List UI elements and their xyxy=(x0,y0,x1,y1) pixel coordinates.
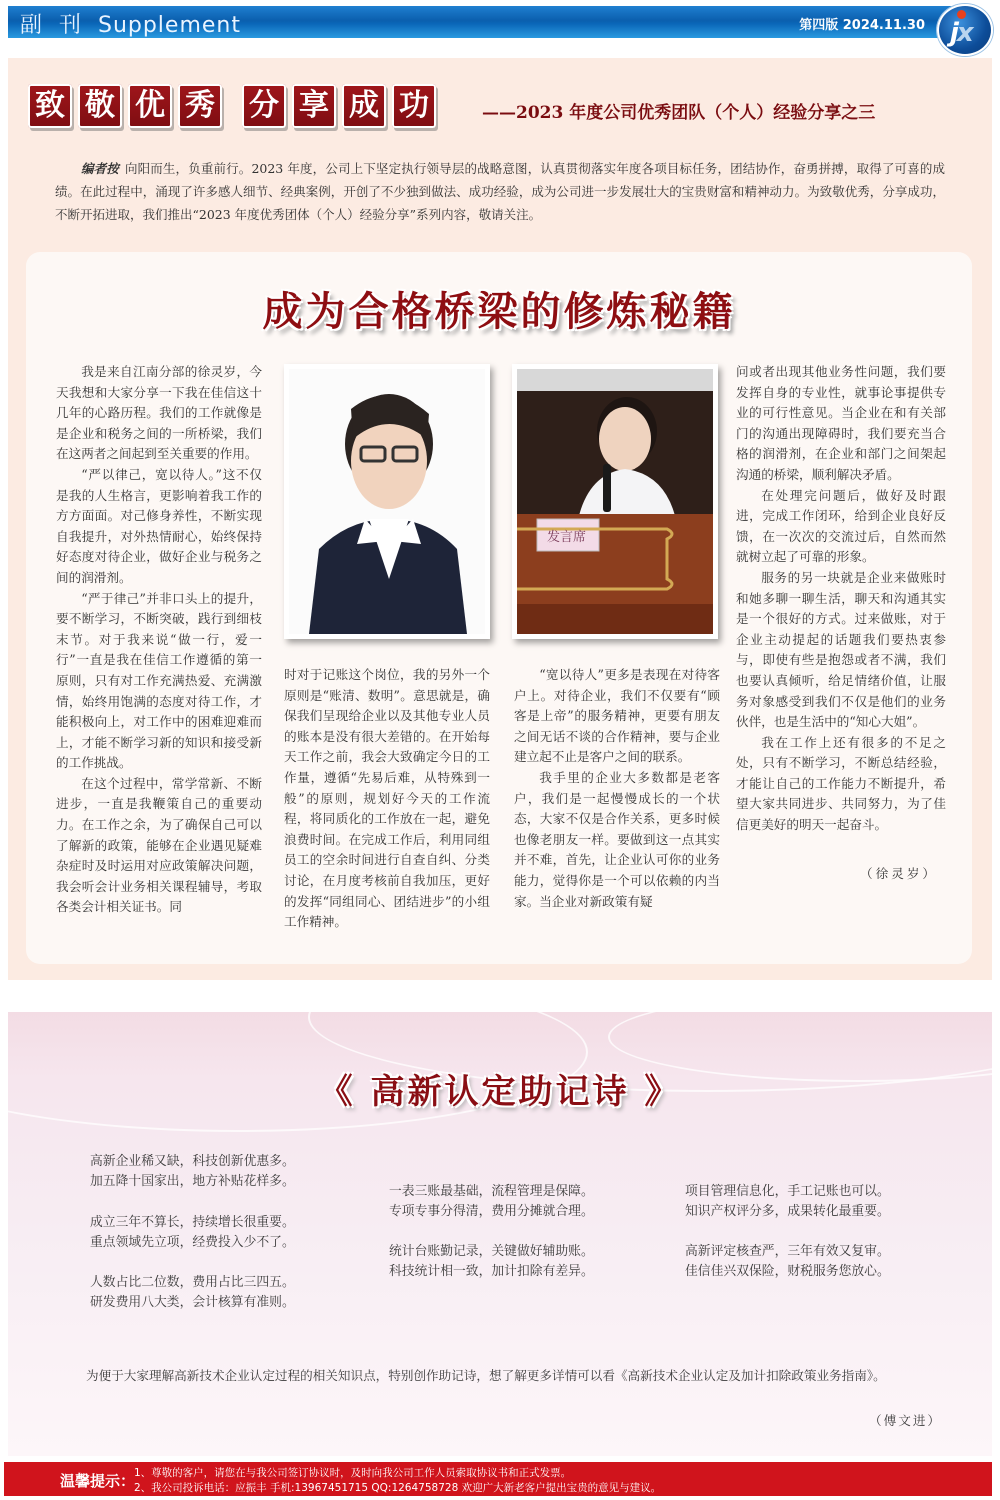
speaker-photo xyxy=(512,364,718,639)
paragraph: “宽以待人”更多是表现在对待客户上。对待企业，我们不仅要有“顾客是上帝”的服务精神，更要有朋友之间无话不谈的合作精神，要与企业建立起不止是客户之间的联系。 xyxy=(514,667,720,765)
article-column-3 xyxy=(514,665,720,912)
notice-footer xyxy=(4,1462,992,1496)
poem-title: 《 高新认定助记诗 》 xyxy=(318,1072,682,1112)
paragraph: “严于律己”并非口头上的提升，要不断学习，不断突破，践行到细枝末节。对于我来说“做一行，爱一行”一直是我在佳信工作遵循的第一原则，只有对工作充满热爱、充满激情，始终用饱满的态度对待工作，才能积极向上，对工作中的困难迎难而上，才能不断学习新的知识和接受新的工作挑战。 xyxy=(56,590,262,771)
poem-line: 专项专事分得清，费用分摊就合理。 xyxy=(389,1204,594,1219)
article-card xyxy=(26,252,972,964)
poem-stanza xyxy=(685,1242,890,1282)
poem-line: 重点领域先立项，经费投入少不了。 xyxy=(90,1235,295,1250)
poem-line: 高新企业稀又缺，科技创新优惠多。 xyxy=(90,1154,295,1169)
paragraph: 时对于记账这个岗位，我的另外一个原则是“账清、数明”。意思就是，确保我们呈现给企业以及其他专业人员的账本是没有很大差错的。在开始每天工作之前，我会大致确定今日的工作量，遵循“先易后难，从特殊到一般”的原则，规划好今天的工作流程，将同质化的工作放在一起，避免浪费时间。在完成工作后，利用同组员工的空余时间进行自查自纠、分类讨论，在月度考核前自我加压，更好的发挥“同组同心、团结进步”的小组工作精神。 xyxy=(284,667,490,930)
paragraph: “严以律己，宽以待人。”这不仅是我的人生格言，更影响着我工作的方方面面。对己修身养性，不断实现自我提升，对外热情耐心，始终保持好态度对待企业，做好企业与税务之间的润滑剂。 xyxy=(56,466,262,585)
portrait-photo xyxy=(284,364,490,639)
banner-tile: 致 xyxy=(28,84,72,128)
logo-text: jx xyxy=(950,18,972,48)
editor-note xyxy=(55,157,945,226)
poem-line: 佳信佳兴双保险，财税服务您放心。 xyxy=(685,1264,890,1279)
poem-section xyxy=(8,1012,992,1456)
article-column-1 xyxy=(56,362,262,918)
masthead-bar xyxy=(8,6,963,38)
paragraph: 问或者出现其他业务性问题，我们要发挥自身的专业性，就事论事提供专业的可行性意见。当企业在和有关部门的沟通出现障碍时，我们要充当合格的润滑剂，在企业和部门之间架起沟通的桥梁，顺利解决矛盾。 xyxy=(736,364,946,482)
svg-text:发言席: 发言席 xyxy=(547,530,587,545)
paragraph: 在这个过程中，常学常新、不断进步，一直是我鞭策自己的重要动力。在工作之余，为了确保自己可以了解新的政策，能够在企业遇见疑难杂症时及时运用对应政策解决问题，我会听会计业务相关课程辅导，考取各类会计相关证书。同 xyxy=(56,775,262,915)
speaker-image xyxy=(517,369,713,634)
portrait-image xyxy=(289,369,485,634)
poem-stanza xyxy=(90,1273,295,1313)
section-title: 副 刊 Supplement xyxy=(20,13,241,38)
article-column-4 xyxy=(736,362,946,884)
paragraph: 我手里的企业大多数都是老客户，我们是一起慢慢成长的一个状态，大家不仅是合作关系，更多时候也像老朋友一样。要做到这一点其实并不难，首先，让企业认可你的业务能力，觉得你是一个可以依赖的内当家。当企业对新政策有疑 xyxy=(514,769,720,909)
poem-line: 一表三账最基础，流程管理是保障。 xyxy=(389,1184,594,1199)
article-byline: （徐灵岁） xyxy=(860,865,938,881)
poem-line: 科技统计相一致，加计扣除有差异。 xyxy=(389,1264,594,1279)
poem-line: 人数占比二位数，费用占比三四五。 xyxy=(90,1275,295,1290)
banner-tile: 成 xyxy=(342,84,386,128)
paragraph: 服务的另一块就是企业来做账时和她多聊一聊生活，聊天和沟通其实是一个很好的方式。过来做账，对于企业主动提起的话题我们要热衷参与，即使有些是抱怨或者不满，我们也要认真倾听，给足情绪价值，让服务对象感受到我们不仅是他们的业务伙伴，也是生活中的“知心大姐”。 xyxy=(736,569,946,730)
poem-line: 加五降十国家出，地方补贴花样多。 xyxy=(90,1174,295,1189)
banner-tile: 享 xyxy=(292,84,336,128)
poem-stanza xyxy=(389,1182,594,1222)
company-logo-icon xyxy=(937,4,993,56)
poem-note: 为便于大家理解高新技术企业认定过程的相关知识点，特别创作助记诗，想了解更多详情可以看《高新技术企业认定及加计扣除政策业务指南》。 xyxy=(86,1368,886,1383)
paragraph: 我在工作上还有很多的不足之处，只有不断学习，不断总结经验，才能让自己的工作能力不断提升，希望大家共同进步、共同努力，为了佳信更美好的明天一起奋斗。 xyxy=(736,734,946,833)
poem-stanza xyxy=(90,1152,295,1192)
editor-note-label: 编者按 xyxy=(81,161,119,176)
banner-tile: 功 xyxy=(392,84,436,128)
paragraph: 我是来自江南分部的徐灵岁，今天我想和大家分享一下我在佳信这十几年的心路历程。我们的工作就像是是企业和税务之间的一所桥梁，我们在这两者之间起到至关重要的作用。 xyxy=(56,364,262,462)
banner-tile: 敬 xyxy=(78,84,122,128)
poem-author: （傅文进） xyxy=(869,1413,942,1428)
banner-tile: 优 xyxy=(128,84,172,128)
banner-subtitle: ——2023 年度公司优秀团队（个人）经验分享之三 xyxy=(482,103,876,123)
paragraph: 在处理完问题后，做好及时跟进，完成工作闭环，给到企业良好反馈，在一次次的交流过后，自然而然就树立起了可靠的形象。 xyxy=(736,487,946,565)
notice-label: 温馨提示： xyxy=(60,1472,136,1490)
poem-stanza xyxy=(389,1242,594,1282)
poem-line: 高新评定核查严，三年有效又复审。 xyxy=(685,1244,890,1259)
poem-line: 知识产权评分多，成果转化最重要。 xyxy=(685,1204,890,1219)
poem-line: 项目管理信息化，手工记账也可以。 xyxy=(685,1184,890,1199)
poem-line: 统计台账勤记录，关键做好辅助账。 xyxy=(389,1244,594,1259)
banner-tile: 秀 xyxy=(178,84,222,128)
notice-line-1: 1、尊敬的客户，请您在与我公司签订协议时，及时向我公司工作人员索取协议书和正式发票。 xyxy=(134,1467,572,1479)
edition-date: 第四版 2024.11.30 xyxy=(799,18,925,33)
poem-line: 研发费用八大类，会计核算有准则。 xyxy=(90,1295,295,1310)
banner-title xyxy=(28,84,442,128)
poem-stanza xyxy=(90,1213,295,1253)
notice-line-2: 2、我公司投诉电话：应振丰 手机:13967451715 QQ:1264758728 欢迎广大新老客户提出宝贵的意见与建议。 xyxy=(134,1482,662,1494)
poem-line: 成立三年不算长，持续增长很重要。 xyxy=(90,1215,295,1230)
editor-note-text: 向阳而生，负重前行。2023 年度，公司上下坚定执行领导层的战略意图，认真贯彻落实年度各项目标任务，团结协作，奋勇拼搏，取得了可喜的成绩。在此过程中，涌现了许多感人细节、经典案例，开创了不少独到做法、成功经验，成为公司进一步发展壮大的宝贵财富和精神动力。为致敬优秀，分享成功，不断开拓进取，我们推出“2023 年度优秀团体（个人）经验分享”系列内容，敬请关注。 xyxy=(55,161,945,222)
article-title: 成为合格桥梁的修炼秘籍 xyxy=(262,289,736,335)
banner-tile: 分 xyxy=(242,84,286,128)
article-column-2 xyxy=(284,665,490,933)
poem-stanza xyxy=(685,1182,890,1222)
